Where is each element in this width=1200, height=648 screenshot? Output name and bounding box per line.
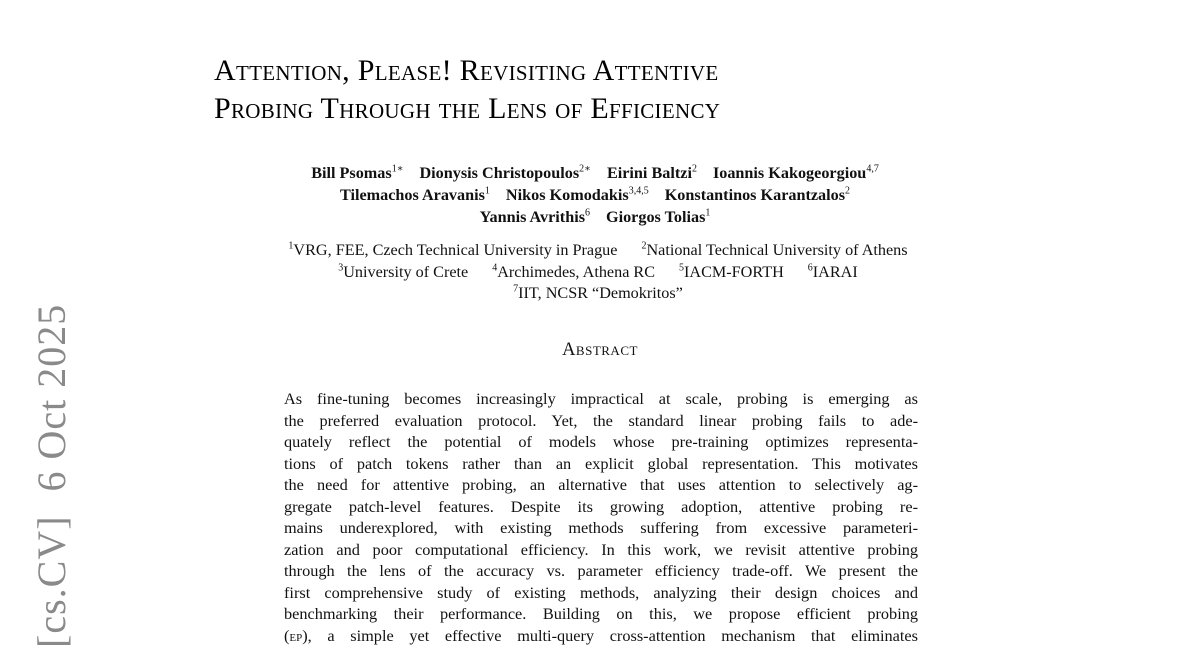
abstract-heading: Abstract [562, 340, 638, 360]
abstract-line: tions of patch tokens rather than an explicit global representation. This motivates [284, 453, 918, 473]
affiliation-name: IIT, NCSR “Demokritos” [518, 284, 683, 302]
author-affiliation-marker: 1∗ [391, 163, 404, 175]
author-affiliation-marker: 2 [845, 185, 851, 197]
arxiv-category: [cs.CV] [29, 515, 74, 648]
abstract-line: through the lens of the accuracy vs. parameter efficiency trade-off. We present the [284, 561, 918, 580]
author-name [607, 164, 697, 182]
author-name-text: Tilemachos Aravanis [339, 186, 485, 204]
abstract-line: first comprehensive study of existing methods, analyzing their design choices and [284, 582, 918, 602]
abstract-line: zation and poor computational efficiency. In this work, we revisit attentive probing [284, 539, 918, 559]
affiliation-list [196, 240, 1000, 305]
abstract-line: As fine-tuning becomes increasingly impractical at scale, probing is emerging as [284, 389, 918, 408]
author-name [311, 164, 403, 182]
affiliation-marker: 2 [641, 240, 647, 252]
author-affiliation-marker: 1 [705, 207, 711, 219]
title-line-2: Probing Through the Lens of Efficiency [214, 92, 721, 125]
author-name-text: Ioannis Kakogeorgiou [712, 164, 867, 182]
affiliation-name: Archimedes, Athena RC [497, 262, 656, 281]
abstract-line: benchmarking their performance. Building on this, we propose efficient probing [284, 604, 918, 623]
abstract-body [284, 388, 918, 646]
author-name-text: Giorgos Tolias [606, 208, 706, 226]
author-name [506, 186, 649, 204]
author-name [480, 208, 590, 226]
abstract-line: (ep), a simple yet effective multi-query cross-attention mechanism that eliminates [284, 625, 918, 645]
affiliation-marker: 3 [338, 262, 344, 274]
author-name [340, 186, 490, 204]
author-name-text: Dionysis Christopoulos [419, 164, 580, 182]
author-name-text: Bill Psomas [311, 164, 392, 182]
affiliation [288, 241, 617, 259]
affiliation-marker: 4 [492, 262, 498, 274]
affiliation-name: IACM-FORTH [684, 262, 784, 281]
author-row [200, 184, 990, 206]
author-affiliation-marker: 3,4,5 [628, 185, 649, 197]
abstract-line: mains underexplored, with existing methods suffering from excessive parameteri- [284, 518, 918, 537]
affiliation [641, 241, 907, 259]
affiliation-row [196, 240, 1000, 262]
paper-title [214, 52, 720, 128]
abstract-line: gregate patch-level features. Despite its growing adoption, attentive probing re- [284, 496, 918, 516]
author-affiliation-marker: 2 [691, 163, 697, 175]
author-name-text: Nikos Komodakis [505, 186, 629, 204]
affiliation [492, 263, 655, 281]
author-name-text: Yannis Avrithis [479, 208, 585, 226]
abstract-line: the need for attentive probing, an alternative that uses attention to selectively ag- [284, 475, 918, 494]
title-line-1: Attention, Please! Revisiting Attentive [214, 54, 719, 87]
arxiv-date: 6 Oct 2025 [29, 303, 74, 492]
author-name-text: Eirini Baltzi [606, 164, 692, 182]
affiliation-name: National Technical University of Athens [646, 241, 908, 259]
affiliation-marker: 1 [288, 240, 294, 252]
affiliation-name: University of Crete [343, 262, 469, 281]
affiliation-row [196, 283, 1000, 305]
affiliation [338, 263, 468, 281]
author-name [665, 186, 850, 204]
affiliation-row [196, 262, 1000, 284]
affiliation [513, 284, 683, 302]
affiliation-name: IARAI [812, 262, 858, 281]
author-row [200, 162, 990, 184]
author-row [200, 206, 990, 228]
author-name-text: Konstantinos Karantzalos [664, 186, 846, 204]
affiliation [679, 263, 784, 281]
author-name [419, 164, 590, 182]
author-affiliation-marker: 1 [484, 185, 490, 197]
abstract-line: quately reflect the potential of models whose pre-training optimizes representa- [284, 432, 918, 451]
author-list [200, 162, 990, 228]
arxiv-sidebar-stamp [28, 280, 75, 648]
affiliation-marker: 5 [679, 262, 685, 274]
affiliation-marker: 6 [807, 262, 813, 274]
author-affiliation-marker: 4,7 [866, 163, 879, 175]
author-name [713, 164, 879, 182]
affiliation [808, 263, 858, 281]
abstract-line: the preferred evaluation protocol. Yet, the standard linear probing fails to ade- [284, 410, 918, 430]
author-name [606, 208, 710, 226]
affiliation-name: VRG, FEE, Czech Technical University in Prague [293, 241, 618, 259]
affiliation-marker: 7 [513, 283, 519, 295]
author-affiliation-marker: 6 [585, 207, 590, 219]
author-affiliation-marker: 2∗ [579, 163, 591, 175]
